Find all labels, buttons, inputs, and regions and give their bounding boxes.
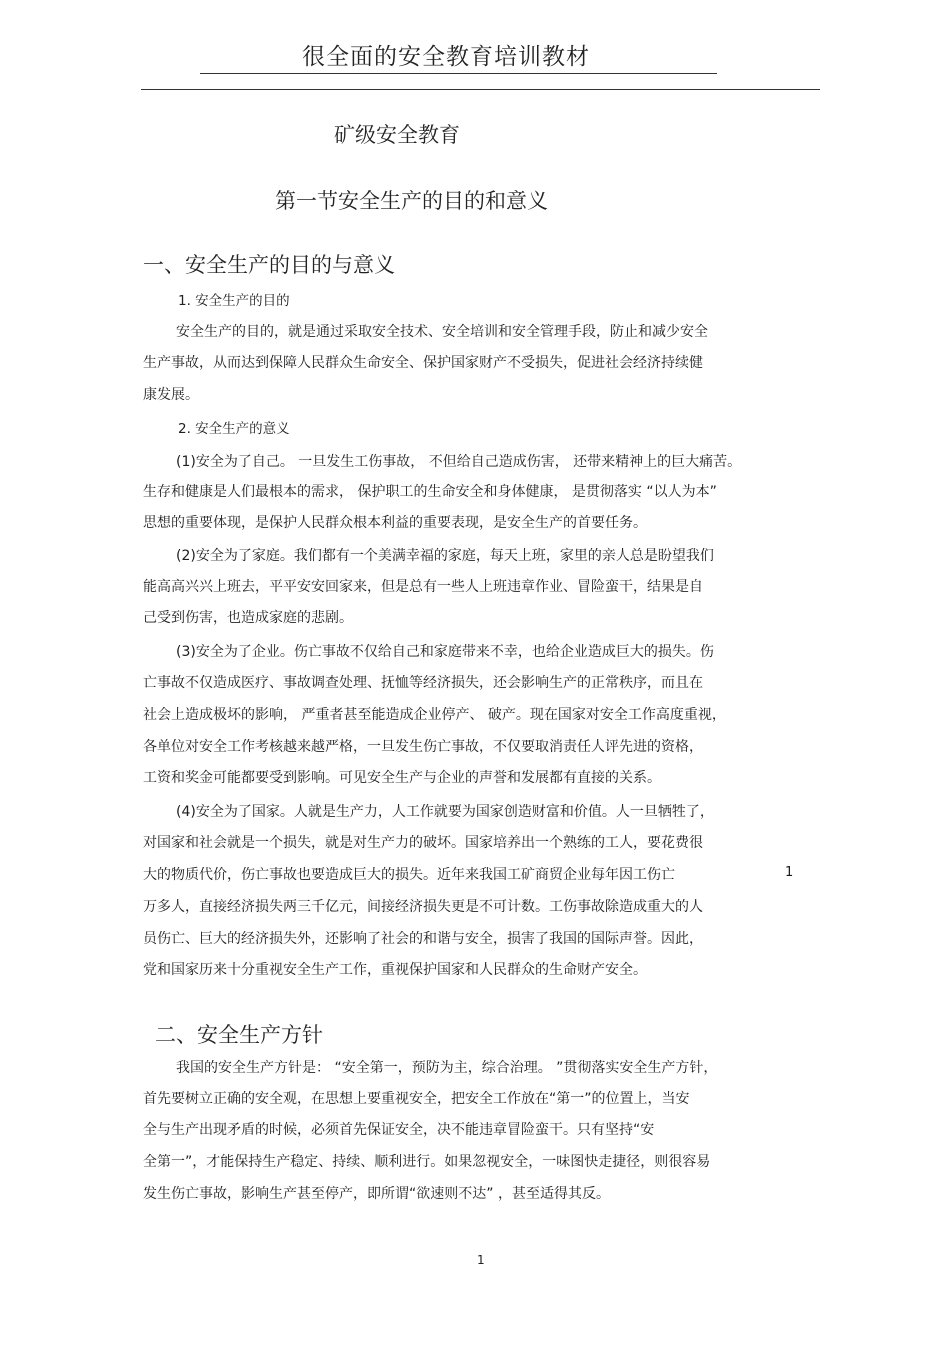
paragraph-line: 各单位对安全工作考核越来越严格，一旦发生伤亡事故，不仅要取消责任人评先进的资格， [143,739,703,755]
paragraph-line: (1)安全为了自己。 一旦发生工伤事故， 不但给自己造成伤害， 还带来精神上的巨大痛苦。 [176,454,742,470]
paragraph-line: 员伤亡、巨大的经济损失外，还影响了社会的和谐与安全，损害了我国的国际声誉。因此， [143,931,703,947]
inline-number: 1 [785,865,794,880]
paragraph-line: 发生伤亡事故，影响生产甚至停产，即所谓“欲速则不达” ，甚至适得其反。 [143,1186,610,1202]
paragraph-line: 工资和奖金可能都要受到影响。可见安全生产与企业的声誉和发展都有直接的关系。 [143,770,661,786]
paragraph-line: 社会上造成极坏的影响， 严重者甚至能造成企业停产、 破产。现在国家对安全工作高度重视， [143,707,726,723]
paragraph-line: 己受到伤害，也造成家庭的悲剧。 [143,610,353,626]
paragraph-line: 党和国家历来十分重视安全生产工作，重视保护国家和人民群众的生命财产安全。 [143,962,647,978]
subsection-heading: 2. 安全生产的意义 [178,421,290,437]
document-title: 矿级安全教育 [334,123,460,147]
paragraph-line: 亡事故不仅造成医疗、事故调查处理、抚恤等经济损失，还会影响生产的正常秩序，而且在 [143,675,703,691]
header-rule-outer [141,89,820,90]
chapter-title: 第一节安全生产的目的和意义 [275,189,548,213]
paragraph-line: 首先要树立正确的安全观，在思想上要重视安全，把安全工作放在“第一”的位置上，当安 [143,1091,690,1107]
subsection-heading: 1. 安全生产的目的 [178,293,290,309]
section-heading: 二、安全生产方针 [155,1023,323,1047]
paragraph-line: 对国家和社会就是一个损失，就是对生产力的破坏。国家培养出一个熟练的工人，要花费很 [143,835,703,851]
paragraph-line: 我国的安全生产方针是： “安全第一，预防为主，综合治理。 ”贯彻落实安全生产方针， [176,1060,718,1076]
paragraph-line: 思想的重要体现，是保护人民群众根本利益的重要表现，是安全生产的首要任务。 [143,515,647,531]
paragraph-line: 安全生产的目的，就是通过采取安全技术、安全培训和安全管理手段，防止和减少安全 [176,324,708,340]
paragraph-line: 能高高兴兴上班去，平平安安回家来，但是总有一些人上班违章作业、冒险蛮干，结果是自 [143,579,703,595]
paragraph-line: 康发展。 [143,387,199,403]
paragraph-line: 万多人，直接经济损失两三千亿元，间接经济损失更是不可计数。工伤事故除造成重大的人 [143,899,703,915]
paragraph-line: 全第一”，才能保持生产稳定、持续、顺利进行。如果忽视安全，一味图快走捷径，则很容易 [143,1154,711,1170]
paragraph-line: 生产事故，从而达到保障人民群众生命安全、保护国家财产不受损失，促进社会经济持续健 [143,355,703,371]
paragraph-line: (4)安全为了国家。人就是生产力，人工作就要为国家创造财富和价值。人一旦牺牲了， [176,804,714,820]
paragraph-line: 全与生产出现矛盾的时候，必须首先保证安全，决不能违章冒险蛮干。只有坚持“安 [143,1122,655,1138]
section-heading: 一、安全生产的目的与意义 [143,253,395,277]
paragraph-line: 生存和健康是人们最根本的需求， 保护职工的生命安全和身体健康， 是贯彻落实 “以人为本” [143,484,717,500]
page-number: 1 [477,1253,485,1267]
paragraph-line: (3)安全为了企业。伤亡事故不仅给自己和家庭带来不幸，也给企业造成巨大的损失。伤 [176,644,714,660]
paragraph-line: (2)安全为了家庭。我们都有一个美满幸福的家庭，每天上班，家里的亲人总是盼望我们 [176,548,714,564]
paragraph-line: 大的物质代价，伤亡事故也要造成巨大的损失。近年来我国工矿商贸企业每年因工伤亡 [143,867,675,883]
header-rule [200,73,717,74]
header-title: 很全面的安全教育培训教材 [302,44,590,70]
